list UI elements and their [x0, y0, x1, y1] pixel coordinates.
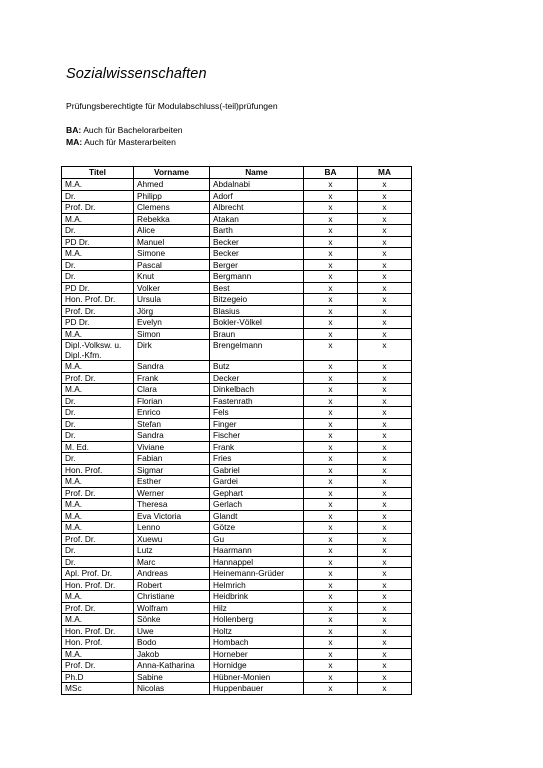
cell-ba: x	[304, 499, 358, 511]
cell-titel: M.A.	[62, 499, 134, 511]
cell-ba: x	[304, 533, 358, 545]
cell-ba: x	[304, 372, 358, 384]
cell-name: Brengelmann	[210, 340, 304, 361]
table-row	[62, 579, 412, 591]
cell-ba: x	[304, 384, 358, 396]
cell-name: Haarmann	[210, 545, 304, 557]
cell-ba: x	[304, 202, 358, 214]
cell-name: Hombach	[210, 637, 304, 649]
cell-name: Gerlach	[210, 499, 304, 511]
cell-vorname: Theresa	[134, 499, 210, 511]
cell-name: Glandt	[210, 510, 304, 522]
cell-ma: x	[358, 545, 412, 557]
cell-ma: x	[358, 533, 412, 545]
cell-ma: x	[358, 384, 412, 396]
cell-ba: x	[304, 190, 358, 202]
cell-ma: x	[358, 282, 412, 294]
cell-titel: M.A.	[62, 384, 134, 396]
table-row	[62, 271, 412, 283]
cell-ba: x	[304, 510, 358, 522]
cell-titel: M.A.	[62, 179, 134, 191]
cell-name: Berger	[210, 259, 304, 271]
cell-ma: x	[358, 225, 412, 237]
cell-titel: M.A.	[62, 522, 134, 534]
cell-ba: x	[304, 614, 358, 626]
cell-vorname: Clara	[134, 384, 210, 396]
table-row	[62, 568, 412, 580]
cell-vorname: Frank	[134, 372, 210, 384]
cell-vorname: Ursula	[134, 294, 210, 306]
cell-ba: x	[304, 568, 358, 580]
cell-ma: x	[358, 464, 412, 476]
cell-name: Heinemann-Grüder	[210, 568, 304, 580]
cell-name: Becker	[210, 248, 304, 260]
cell-titel: PD Dr.	[62, 317, 134, 329]
cell-ba: x	[304, 225, 358, 237]
cell-titel: M.A.	[62, 648, 134, 660]
cell-titel: Dipl.-Volksw. u. Dipl.-Kfm.	[62, 340, 134, 361]
cell-titel: Dr.	[62, 453, 134, 465]
table-row	[62, 591, 412, 603]
cell-ma: x	[358, 271, 412, 283]
cell-ma: x	[358, 476, 412, 488]
cell-name: Hilz	[210, 602, 304, 614]
cell-ba: x	[304, 340, 358, 361]
cell-ba: x	[304, 213, 358, 225]
cell-ma: x	[358, 522, 412, 534]
cell-vorname: Christiane	[134, 591, 210, 603]
table-row	[62, 648, 412, 660]
cell-titel: M.A.	[62, 476, 134, 488]
cell-titel: M.A.	[62, 361, 134, 373]
table-row	[62, 395, 412, 407]
header-name: Name	[210, 167, 304, 179]
table-row	[62, 430, 412, 442]
cell-ma: x	[358, 317, 412, 329]
cell-ma: x	[358, 591, 412, 603]
cell-vorname: Dirk	[134, 340, 210, 361]
cell-ma: x	[358, 395, 412, 407]
cell-ma: x	[358, 453, 412, 465]
table-row	[62, 545, 412, 557]
table-row	[62, 340, 412, 361]
cell-ma: x	[358, 294, 412, 306]
cell-ma: x	[358, 556, 412, 568]
cell-ma: x	[358, 340, 412, 361]
table-row	[62, 637, 412, 649]
examiner-table	[61, 166, 412, 695]
cell-name: Helmrich	[210, 579, 304, 591]
cell-titel: PD Dr.	[62, 282, 134, 294]
cell-name: Hollenberg	[210, 614, 304, 626]
table-row	[62, 259, 412, 271]
cell-name: Abdalnabi	[210, 179, 304, 191]
cell-titel: Dr.	[62, 430, 134, 442]
cell-vorname: Uwe	[134, 625, 210, 637]
cell-vorname: Clemens	[134, 202, 210, 214]
header-titel: Titel	[62, 167, 134, 179]
table-row	[62, 683, 412, 695]
table-row	[62, 602, 412, 614]
cell-name: Best	[210, 282, 304, 294]
cell-vorname: Wolfram	[134, 602, 210, 614]
cell-vorname: Florian	[134, 395, 210, 407]
cell-name: Finger	[210, 418, 304, 430]
cell-titel: Prof. Dr.	[62, 602, 134, 614]
cell-ba: x	[304, 271, 358, 283]
cell-vorname: Sabine	[134, 671, 210, 683]
cell-titel: Hon. Prof. Dr.	[62, 294, 134, 306]
cell-ba: x	[304, 407, 358, 419]
cell-titel: Dr.	[62, 556, 134, 568]
cell-name: Decker	[210, 372, 304, 384]
cell-vorname: Evelyn	[134, 317, 210, 329]
table-row	[62, 317, 412, 329]
cell-name: Bitzegeio	[210, 294, 304, 306]
table-row	[62, 305, 412, 317]
header-ba: BA	[304, 167, 358, 179]
cell-vorname: Fabian	[134, 453, 210, 465]
cell-titel: Dr.	[62, 225, 134, 237]
cell-ba: x	[304, 683, 358, 695]
cell-name: Barth	[210, 225, 304, 237]
cell-ma: x	[358, 499, 412, 511]
cell-ba: x	[304, 305, 358, 317]
table-row	[62, 294, 412, 306]
header-ma: MA	[358, 167, 412, 179]
table-row	[62, 556, 412, 568]
cell-titel: Apl. Prof. Dr.	[62, 568, 134, 580]
cell-vorname: Knut	[134, 271, 210, 283]
cell-vorname: Robert	[134, 579, 210, 591]
table-header	[62, 167, 412, 179]
table-row	[62, 487, 412, 499]
cell-ma: x	[358, 248, 412, 260]
cell-ma: x	[358, 671, 412, 683]
cell-ba: x	[304, 294, 358, 306]
cell-titel: Dr.	[62, 271, 134, 283]
table-row	[62, 202, 412, 214]
cell-name: Dinkelbach	[210, 384, 304, 396]
cell-titel: Dr.	[62, 259, 134, 271]
cell-titel: Prof. Dr.	[62, 487, 134, 499]
cell-ma: x	[358, 637, 412, 649]
table-row	[62, 522, 412, 534]
cell-ba: x	[304, 625, 358, 637]
page-title: Sozialwissenschaften	[66, 66, 207, 82]
cell-name: Adorf	[210, 190, 304, 202]
table-row	[62, 499, 412, 511]
cell-vorname: Andreas	[134, 568, 210, 580]
cell-ma: x	[358, 328, 412, 340]
table-row	[62, 476, 412, 488]
cell-ma: x	[358, 441, 412, 453]
cell-ba: x	[304, 259, 358, 271]
cell-vorname: Sandra	[134, 361, 210, 373]
cell-ba: x	[304, 476, 358, 488]
cell-vorname: Anna-Katharina	[134, 660, 210, 672]
note-ma-key: MA:	[66, 137, 83, 147]
cell-ma: x	[358, 683, 412, 695]
cell-name: Huppenbauer	[210, 683, 304, 695]
table-body	[62, 179, 412, 695]
cell-ma: x	[358, 179, 412, 191]
table-row	[62, 372, 412, 384]
table-row	[62, 213, 412, 225]
cell-ma: x	[358, 614, 412, 626]
cell-name: Gabriel	[210, 464, 304, 476]
cell-name: Bergmann	[210, 271, 304, 283]
cell-ma: x	[358, 568, 412, 580]
cell-vorname: Sigmar	[134, 464, 210, 476]
cell-titel: Dr.	[62, 190, 134, 202]
cell-vorname: Simon	[134, 328, 210, 340]
note-ba-key: BA:	[66, 125, 82, 135]
cell-ma: x	[358, 579, 412, 591]
cell-name: Fels	[210, 407, 304, 419]
cell-ma: x	[358, 372, 412, 384]
cell-ba: x	[304, 395, 358, 407]
cell-name: Hannappel	[210, 556, 304, 568]
cell-ma: x	[358, 418, 412, 430]
table-row	[62, 453, 412, 465]
cell-ba: x	[304, 464, 358, 476]
cell-ba: x	[304, 317, 358, 329]
cell-ma: x	[358, 430, 412, 442]
cell-ba: x	[304, 328, 358, 340]
cell-ba: x	[304, 660, 358, 672]
cell-name: Blasius	[210, 305, 304, 317]
cell-ba: x	[304, 179, 358, 191]
table-row	[62, 282, 412, 294]
cell-vorname: Volker	[134, 282, 210, 294]
cell-ba: x	[304, 556, 358, 568]
note-ba	[66, 125, 183, 135]
cell-ba: x	[304, 637, 358, 649]
cell-titel: Prof. Dr.	[62, 533, 134, 545]
cell-ba: x	[304, 282, 358, 294]
cell-titel: M.A.	[62, 328, 134, 340]
cell-ba: x	[304, 671, 358, 683]
cell-vorname: Sönke	[134, 614, 210, 626]
table-row	[62, 441, 412, 453]
cell-ba: x	[304, 453, 358, 465]
cell-ba: x	[304, 418, 358, 430]
cell-vorname: Simone	[134, 248, 210, 260]
cell-vorname: Enrico	[134, 407, 210, 419]
cell-vorname: Esther	[134, 476, 210, 488]
cell-name: Gu	[210, 533, 304, 545]
table-row	[62, 179, 412, 191]
cell-name: Fastenrath	[210, 395, 304, 407]
document-subtitle: Prüfungsberechtigte für Modulabschluss(-teil)prüfungen	[66, 101, 278, 111]
cell-titel: Dr.	[62, 545, 134, 557]
cell-titel: Prof. Dr.	[62, 660, 134, 672]
cell-vorname: Ahmed	[134, 179, 210, 191]
cell-vorname: Lutz	[134, 545, 210, 557]
cell-vorname: Manuel	[134, 236, 210, 248]
cell-name: Braun	[210, 328, 304, 340]
cell-name: Fischer	[210, 430, 304, 442]
table-row	[62, 248, 412, 260]
cell-vorname: Philipp	[134, 190, 210, 202]
cell-name: Götze	[210, 522, 304, 534]
cell-ba: x	[304, 248, 358, 260]
cell-ba: x	[304, 545, 358, 557]
cell-ma: x	[358, 361, 412, 373]
note-ma-text: Auch für Masterarbeiten	[82, 137, 176, 147]
cell-ba: x	[304, 602, 358, 614]
cell-titel: M. Ed.	[62, 441, 134, 453]
cell-name: Atakan	[210, 213, 304, 225]
cell-ma: x	[358, 625, 412, 637]
cell-ba: x	[304, 579, 358, 591]
cell-name: Horneber	[210, 648, 304, 660]
header-row	[62, 167, 412, 179]
cell-titel: M.A.	[62, 591, 134, 603]
cell-vorname: Lenno	[134, 522, 210, 534]
cell-ma: x	[358, 259, 412, 271]
note-ma	[66, 137, 176, 147]
table-row	[62, 384, 412, 396]
cell-vorname: Eva Victoria	[134, 510, 210, 522]
table-row	[62, 671, 412, 683]
cell-ma: x	[358, 236, 412, 248]
cell-titel: M.A.	[62, 248, 134, 260]
cell-vorname: Xuewu	[134, 533, 210, 545]
cell-name: Fries	[210, 453, 304, 465]
cell-ba: x	[304, 648, 358, 660]
cell-ma: x	[358, 190, 412, 202]
cell-titel: Prof. Dr.	[62, 202, 134, 214]
cell-vorname: Werner	[134, 487, 210, 499]
cell-ma: x	[358, 648, 412, 660]
cell-name: Holtz	[210, 625, 304, 637]
table-row	[62, 407, 412, 419]
cell-titel: Dr.	[62, 407, 134, 419]
cell-name: Gardei	[210, 476, 304, 488]
cell-name: Heidbrink	[210, 591, 304, 603]
cell-ba: x	[304, 430, 358, 442]
cell-vorname: Bodo	[134, 637, 210, 649]
table-row	[62, 464, 412, 476]
cell-vorname: Rebekka	[134, 213, 210, 225]
cell-name: Hübner-Monien	[210, 671, 304, 683]
header-vorname: Vorname	[134, 167, 210, 179]
cell-titel: MSc	[62, 683, 134, 695]
cell-titel: PD Dr.	[62, 236, 134, 248]
cell-name: Bokler-Völkel	[210, 317, 304, 329]
cell-name: Butz	[210, 361, 304, 373]
cell-titel: M.A.	[62, 614, 134, 626]
cell-titel: Dr.	[62, 418, 134, 430]
note-ba-text: Auch für Bachelorarbeiten	[81, 125, 183, 135]
cell-ba: x	[304, 441, 358, 453]
cell-ba: x	[304, 522, 358, 534]
table-row	[62, 660, 412, 672]
cell-titel: Prof. Dr.	[62, 305, 134, 317]
table-row	[62, 361, 412, 373]
table-row	[62, 190, 412, 202]
cell-titel: Prof. Dr.	[62, 372, 134, 384]
cell-vorname: Alice	[134, 225, 210, 237]
cell-ba: x	[304, 361, 358, 373]
table-row	[62, 533, 412, 545]
cell-titel: M.A.	[62, 213, 134, 225]
cell-vorname: Jakob	[134, 648, 210, 660]
cell-ma: x	[358, 602, 412, 614]
cell-titel: Hon. Prof. Dr.	[62, 625, 134, 637]
table-row	[62, 418, 412, 430]
table-row	[62, 625, 412, 637]
cell-vorname: Stefan	[134, 418, 210, 430]
table-row	[62, 236, 412, 248]
table-row	[62, 225, 412, 237]
cell-name: Becker	[210, 236, 304, 248]
cell-titel: Dr.	[62, 395, 134, 407]
cell-vorname: Pascal	[134, 259, 210, 271]
cell-vorname: Viviane	[134, 441, 210, 453]
cell-ba: x	[304, 591, 358, 603]
cell-ma: x	[358, 305, 412, 317]
cell-vorname: Sandra	[134, 430, 210, 442]
cell-ba: x	[304, 236, 358, 248]
cell-vorname: Nicolas	[134, 683, 210, 695]
cell-titel: Ph.D	[62, 671, 134, 683]
cell-ma: x	[358, 213, 412, 225]
table-row	[62, 510, 412, 522]
cell-name: Frank	[210, 441, 304, 453]
cell-titel: Hon. Prof. Dr.	[62, 579, 134, 591]
cell-vorname: Jörg	[134, 305, 210, 317]
table-row	[62, 328, 412, 340]
cell-vorname: Marc	[134, 556, 210, 568]
cell-name: Albrecht	[210, 202, 304, 214]
table-row	[62, 614, 412, 626]
cell-titel: Hon. Prof.	[62, 637, 134, 649]
cell-ba: x	[304, 487, 358, 499]
cell-ma: x	[358, 510, 412, 522]
cell-name: Gephart	[210, 487, 304, 499]
cell-ma: x	[358, 660, 412, 672]
cell-name: Hornidge	[210, 660, 304, 672]
cell-ma: x	[358, 487, 412, 499]
cell-titel: Hon. Prof.	[62, 464, 134, 476]
cell-ma: x	[358, 202, 412, 214]
cell-ma: x	[358, 407, 412, 419]
cell-titel: M.A.	[62, 510, 134, 522]
